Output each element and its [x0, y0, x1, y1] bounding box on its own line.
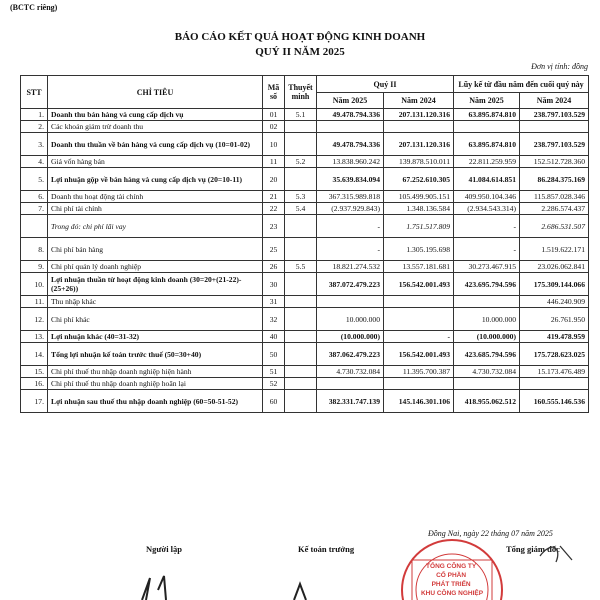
- row-indicator: Lợi nhuận khác (40=31-32): [48, 331, 263, 343]
- accountant-signature: [294, 584, 306, 600]
- row-indicator: Lợi nhuận gộp về bán hàng và cung cấp dịch vụ (20=10-11): [48, 168, 263, 191]
- row-quarter-2025: 10.000.000: [317, 308, 384, 331]
- row-stt: 5.: [21, 168, 48, 191]
- header-ytd: Lũy kế từ đầu năm đến cuối quý này: [454, 76, 589, 93]
- row-ytd-2024: 86.284.375.169: [520, 168, 589, 191]
- row-code: 31: [263, 296, 285, 308]
- row-quarter-2024: 105.499.905.151: [384, 191, 454, 203]
- row-code: 25: [263, 238, 285, 261]
- row-code: 10: [263, 133, 285, 156]
- row-ytd-2024: 238.797.103.529: [520, 133, 589, 156]
- row-ytd-2025: 409.950.104.346: [454, 191, 520, 203]
- row-quarter-2025: 382.331.747.139: [317, 390, 384, 413]
- row-ytd-2024: 2.286.574.437: [520, 203, 589, 215]
- row-ytd-2025: 423.685.794.596: [454, 343, 520, 366]
- row-code: 50: [263, 343, 285, 366]
- row-quarter-2025: 367.315.989.818: [317, 191, 384, 203]
- currency-unit: Đơn vị tính: đồng: [531, 62, 588, 71]
- row-indicator: Doanh thu thuần về bán hàng và cung cấp dịch vụ (10=01-02): [48, 133, 263, 156]
- row-indicator: Lợi nhuận thuần từ hoạt động kinh doanh (30=20+(21-22)-(25+26)): [48, 273, 263, 296]
- row-ytd-2024: 23.026.062.841: [520, 261, 589, 273]
- row-quarter-2024: 1.751.517.809: [384, 215, 454, 238]
- row-quarter-2024: 207.131.120.316: [384, 133, 454, 156]
- row-indicator: Chi phí quản lý doanh nghiệp: [48, 261, 263, 273]
- row-ytd-2024: 26.761.950: [520, 308, 589, 331]
- row-ytd-2025: (2.934.543.314): [454, 203, 520, 215]
- header-quarter-2024: Năm 2024: [384, 93, 454, 109]
- row-quarter-2024: 13.557.181.681: [384, 261, 454, 273]
- row-quarter-2025: 49.478.794.336: [317, 133, 384, 156]
- row-quarter-2025: (2.937.929.843): [317, 203, 384, 215]
- row-quarter-2025: 387.062.479.223: [317, 343, 384, 366]
- row-quarter-2024: 139.878.510.011: [384, 156, 454, 168]
- row-ytd-2025: 30.273.467.915: [454, 261, 520, 273]
- row-code: 40: [263, 331, 285, 343]
- row-code: 26: [263, 261, 285, 273]
- row-ytd-2025: (10.000.000): [454, 331, 520, 343]
- row-ytd-2025: 22.811.259.959: [454, 156, 520, 168]
- row-code: 60: [263, 390, 285, 413]
- row-ytd-2025: 4.730.732.084: [454, 366, 520, 378]
- row-code: 02: [263, 121, 285, 133]
- row-stt: 13.: [21, 331, 48, 343]
- row-quarter-2024: 1.305.195.698: [384, 238, 454, 261]
- header-code: Mã số: [263, 76, 285, 109]
- row-quarter-2024: 156.542.001.493: [384, 343, 454, 366]
- row-ytd-2025: 423.695.794.596: [454, 273, 520, 296]
- row-stt: 17.: [21, 390, 48, 413]
- row-ytd-2025: -: [454, 215, 520, 238]
- row-stt: 6.: [21, 191, 48, 203]
- row-stt: 2.: [21, 121, 48, 133]
- header-quarter: Quý II: [317, 76, 454, 93]
- row-stt: 12.: [21, 308, 48, 331]
- row-quarter-2025: -: [317, 238, 384, 261]
- row-note: 5.3: [285, 191, 317, 203]
- row-stt: 14.: [21, 343, 48, 366]
- row-ytd-2024: 446.240.909: [520, 296, 589, 308]
- row-code: 11: [263, 156, 285, 168]
- row-indicator: Chi phí thuế thu nhập doanh nghiệp hiện hành: [48, 366, 263, 378]
- row-ytd-2024: 160.555.146.536: [520, 390, 589, 413]
- header-stt: STT: [21, 76, 48, 109]
- row-quarter-2024: -: [384, 331, 454, 343]
- row-ytd-2024: 419.478.959: [520, 331, 589, 343]
- header-note: Thuyết minh: [285, 76, 317, 109]
- row-stt: 8.: [21, 238, 48, 261]
- row-stt: 10.: [21, 273, 48, 296]
- row-code: 32: [263, 308, 285, 331]
- row-indicator: Chi phí thuế thu nhập doanh nghiệp hoãn lại: [48, 378, 263, 390]
- row-indicator: Chi phí khác: [48, 308, 263, 331]
- report-subtitle: QUÝ II NĂM 2025: [255, 46, 345, 58]
- row-indicator: Trong đó: chi phí lãi vay: [48, 215, 263, 238]
- row-ytd-2025: 63.895.874.810: [454, 109, 520, 121]
- row-code: 20: [263, 168, 285, 191]
- row-ytd-2024: 1.519.622.171: [520, 238, 589, 261]
- row-ytd-2024: 115.857.028.346: [520, 191, 589, 203]
- header-indicator: CHỈ TIÊU: [48, 76, 263, 109]
- row-indicator: Giá vốn hàng bán: [48, 156, 263, 168]
- row-quarter-2024: 156.542.001.493: [384, 273, 454, 296]
- row-quarter-2024: 11.395.700.387: [384, 366, 454, 378]
- director-label: Tổng giám đốc: [506, 544, 560, 554]
- row-indicator: Chi phí tài chính: [48, 203, 263, 215]
- row-stt: 3.: [21, 133, 48, 156]
- row-quarter-2024: 145.146.301.106: [384, 390, 454, 413]
- row-quarter-2025: 13.838.960.242: [317, 156, 384, 168]
- preparer-signature: [142, 576, 166, 600]
- row-note: 5.2: [285, 156, 317, 168]
- row-ytd-2025: -: [454, 238, 520, 261]
- row-quarter-2025: 4.730.732.084: [317, 366, 384, 378]
- row-ytd-2025: 41.084.614.851: [454, 168, 520, 191]
- row-stt: 4.: [21, 156, 48, 168]
- header-ytd-2025: Năm 2025: [454, 93, 520, 109]
- stamp-text: TỔNG CÔNG TY CỔ PHẦN PHÁT TRIỂN KHU CÔNG NGHIỆP: [420, 563, 484, 597]
- row-stt: 15.: [21, 366, 48, 378]
- row-code: 52: [263, 378, 285, 390]
- header-ytd-2024: Năm 2024: [520, 93, 589, 109]
- row-code: 01: [263, 109, 285, 121]
- chief-accountant-label: Kế toán trưởng: [298, 544, 355, 554]
- row-quarter-2025: 387.072.479.223: [317, 273, 384, 296]
- row-indicator: Doanh thu bán hàng và cung cấp dịch vụ: [48, 109, 263, 121]
- row-quarter-2025: 49.478.794.336: [317, 109, 384, 121]
- row-indicator: Các khoản giảm trừ doanh thu: [48, 121, 263, 133]
- row-indicator: Chi phí bán hàng: [48, 238, 263, 261]
- row-ytd-2025: 10.000.000: [454, 308, 520, 331]
- row-code: 23: [263, 215, 285, 238]
- preparer-label: Người lập: [146, 544, 183, 554]
- row-stt: 7.: [21, 203, 48, 215]
- row-quarter-2025: (10.000.000): [317, 331, 384, 343]
- row-quarter-2025: 35.639.834.094: [317, 168, 384, 191]
- header-quarter-2025: Năm 2025: [317, 93, 384, 109]
- row-quarter-2024: 207.131.120.316: [384, 109, 454, 121]
- row-ytd-2024: 15.173.476.489: [520, 366, 589, 378]
- row-quarter-2025: -: [317, 215, 384, 238]
- row-note: 5.1: [285, 109, 317, 121]
- row-indicator: Tổng lợi nhuận kế toán trước thuế (50=30+40): [48, 343, 263, 366]
- row-stt: 9.: [21, 261, 48, 273]
- date-line: Đồng Nai, ngày 22 tháng 07 năm 2025: [428, 529, 553, 538]
- row-note: 5.5: [285, 261, 317, 273]
- row-quarter-2024: 1.348.136.584: [384, 203, 454, 215]
- row-quarter-2025: 18.821.274.532: [317, 261, 384, 273]
- director-signature: [540, 546, 572, 562]
- row-ytd-2024: 152.512.728.360: [520, 156, 589, 168]
- row-note: 5.4: [285, 203, 317, 215]
- row-ytd-2024: 175.728.623.025: [520, 343, 589, 366]
- row-ytd-2025: 63.895.874.810: [454, 133, 520, 156]
- row-indicator: Lợi nhuận sau thuế thu nhập doanh nghiệp (60=50-51-52): [48, 390, 263, 413]
- report-title: BÁO CÁO KẾT QUẢ HOẠT ĐỘNG KINH DOANH: [174, 31, 426, 43]
- row-code: 21: [263, 191, 285, 203]
- row-stt: 11.: [21, 296, 48, 308]
- row-code: 22: [263, 203, 285, 215]
- row-indicator: Doanh thu hoạt động tài chính: [48, 191, 263, 203]
- row-ytd-2024: 238.797.103.529: [520, 109, 589, 121]
- report-type-note: (BCTC riêng): [10, 3, 58, 12]
- row-stt: 1.: [21, 109, 48, 121]
- row-code: 51: [263, 366, 285, 378]
- row-ytd-2024: 175.309.144.066: [520, 273, 589, 296]
- row-stt: 16.: [21, 378, 48, 390]
- row-code: 30: [263, 273, 285, 296]
- row-quarter-2024: 67.252.610.305: [384, 168, 454, 191]
- row-indicator: Thu nhập khác: [48, 296, 263, 308]
- row-ytd-2024: 2.686.531.507: [520, 215, 589, 238]
- row-ytd-2025: 418.955.062.512: [454, 390, 520, 413]
